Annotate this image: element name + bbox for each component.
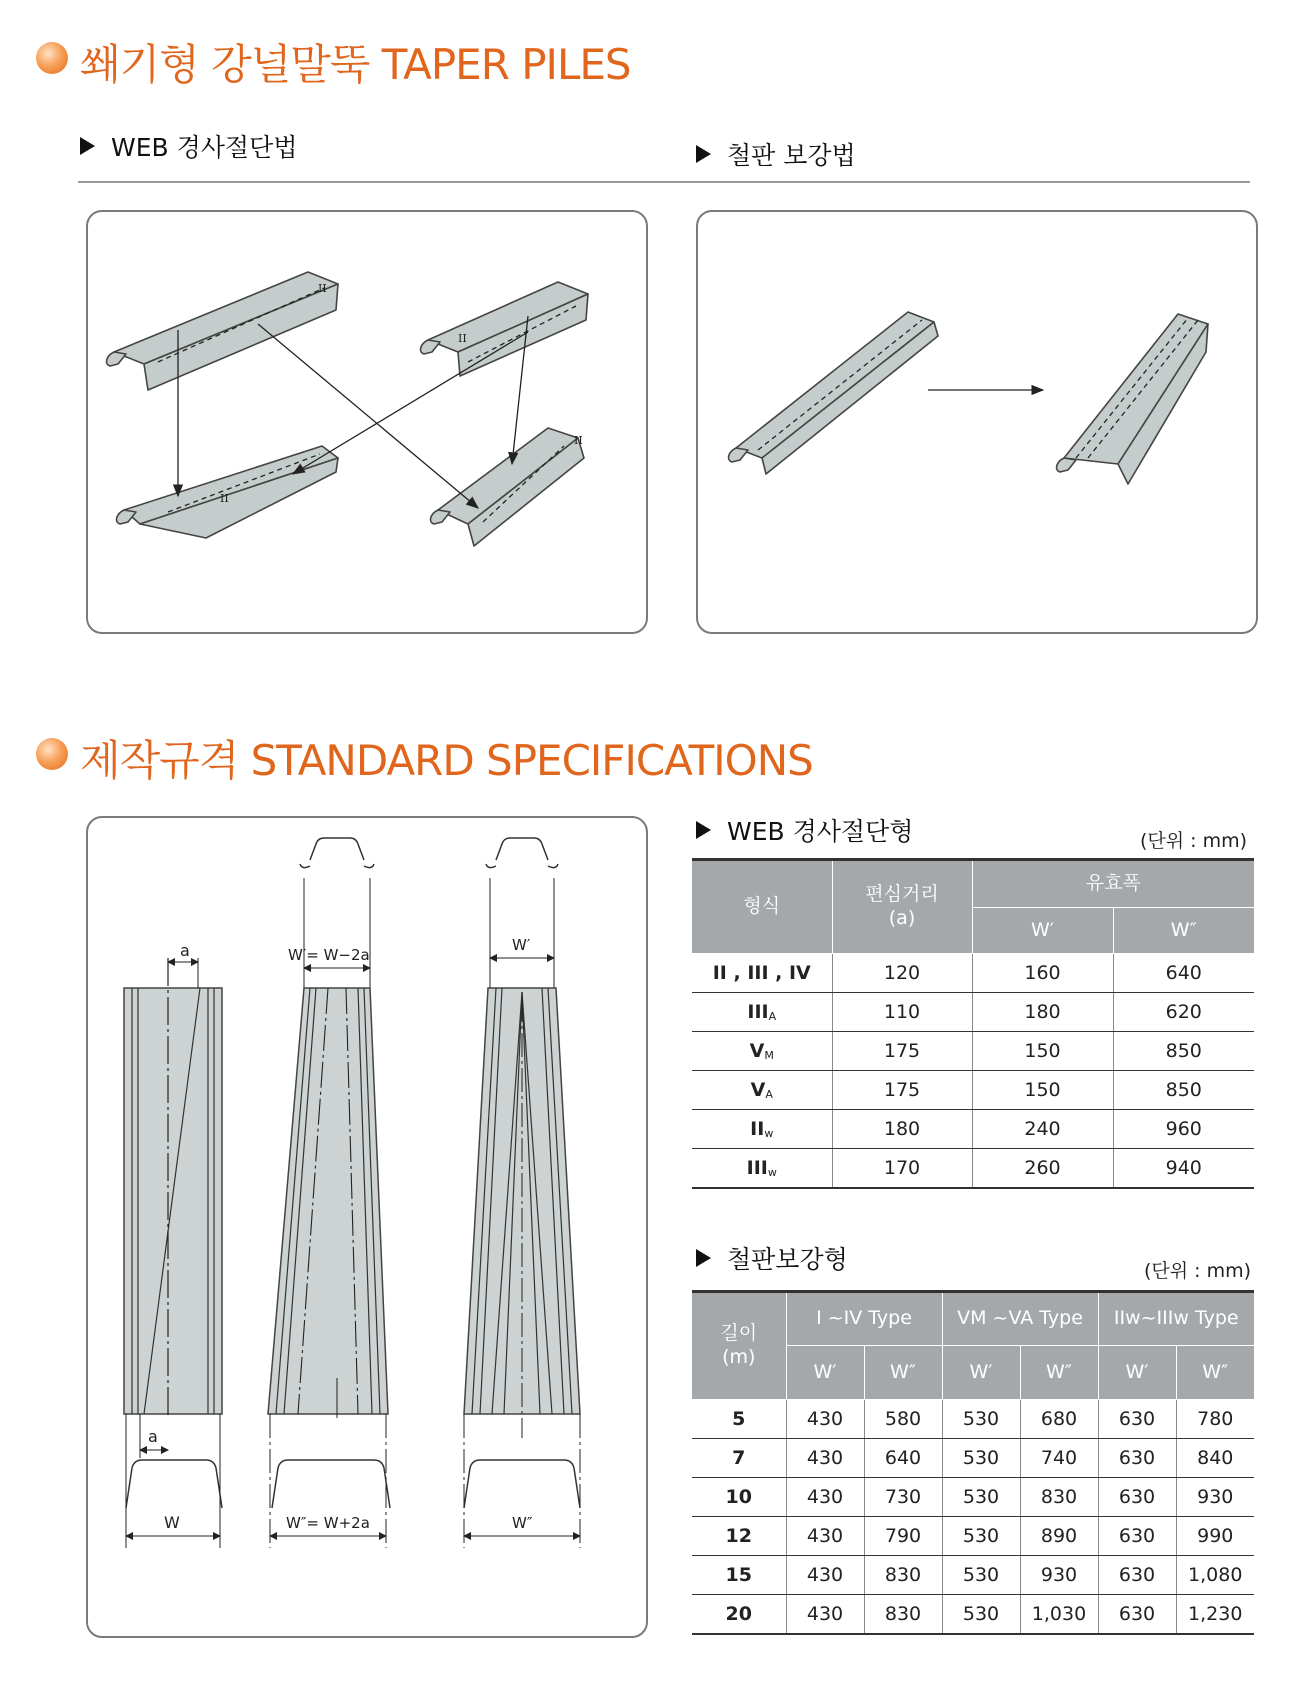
table-row: 10 430 730 530 830 630 930 bbox=[692, 1478, 1254, 1517]
section-title-taper-piles: 쐐기형 강널말뚝 TAPER PILES bbox=[80, 40, 631, 89]
unit-label: (단위 : mm) bbox=[1144, 1260, 1252, 1282]
bullet-ball-icon bbox=[36, 42, 68, 74]
table-row: $III_A$ 110 180 620 bbox=[692, 993, 1254, 1032]
taper-pile-drawings bbox=[88, 818, 650, 1640]
table-row: 20 430 830 530 1,030 630 1,230 bbox=[692, 1595, 1254, 1634]
triangle-icon bbox=[696, 821, 711, 839]
svg-text:II: II bbox=[458, 332, 467, 345]
table-row: $II_w$ 180 240 960 bbox=[692, 1110, 1254, 1149]
table-row: II , III , IV 120 160 640 bbox=[692, 954, 1254, 993]
header-w-double-prime: W″ bbox=[1113, 908, 1254, 954]
table-row: 7 430 640 530 740 630 840 bbox=[692, 1439, 1254, 1478]
table-row: 12 430 790 530 890 630 990 bbox=[692, 1517, 1254, 1556]
bullet-ball-icon bbox=[36, 738, 68, 770]
header-group-3: IIw~IIIw Type bbox=[1098, 1292, 1254, 1346]
web-cut-spec-table bbox=[692, 858, 1254, 1189]
divider bbox=[78, 181, 1250, 183]
triangle-icon bbox=[80, 137, 95, 155]
table-row: 15 430 830 530 930 630 1,080 bbox=[692, 1556, 1254, 1595]
header-group-2: VM ~VA Type bbox=[942, 1292, 1098, 1346]
unit-label: (단위 : mm) bbox=[1140, 830, 1248, 852]
triangle-icon bbox=[696, 1249, 711, 1267]
header-effective-width: 유효폭 bbox=[972, 860, 1254, 908]
svg-text:W′= W−2a: W′= W−2a bbox=[288, 946, 370, 964]
header-length: 길이 (m) bbox=[692, 1292, 786, 1400]
subheading-plate-method: 철판 보강법 bbox=[696, 136, 856, 172]
plate-method-diagram-panel bbox=[696, 210, 1258, 634]
specification-drawings-panel bbox=[86, 816, 648, 1638]
svg-text:W″: W″ bbox=[512, 1514, 533, 1532]
header-w-prime: W′ bbox=[972, 908, 1113, 954]
table-row: 5 430 580 530 680 630 780 bbox=[692, 1400, 1254, 1439]
table-row: $V_A$ 175 150 850 bbox=[692, 1071, 1254, 1110]
svg-text:W: W bbox=[164, 1513, 180, 1532]
subheading-plate-table: 철판보강형 bbox=[696, 1240, 848, 1276]
web-method-diagram bbox=[88, 212, 650, 636]
svg-text:II: II bbox=[574, 434, 583, 447]
svg-text:II: II bbox=[220, 492, 229, 505]
header-offset: 편심거리 (a) bbox=[832, 860, 972, 954]
subheading-web-method: WEB 경사절단법 bbox=[80, 128, 297, 164]
header-group-1: I ~IV Type bbox=[786, 1292, 942, 1346]
plate-method-diagram bbox=[698, 212, 1260, 636]
table-row: $V_M$ 175 150 850 bbox=[692, 1032, 1254, 1071]
web-method-diagram-panel bbox=[86, 210, 648, 634]
triangle-icon bbox=[696, 145, 711, 163]
svg-text:W″= W+2a: W″= W+2a bbox=[286, 1514, 370, 1532]
subheading-web-table: WEB 경사절단형 bbox=[696, 812, 913, 848]
plate-reinforced-spec-table: 길이 (m) I ~IV Type VM ~VA Type IIw~IIIw Type W′ W″ W′ W″ W′ W″ 5 430 580 530 680 630 780 7 430 640 530 740 630 840 10 430 730 530 830 630 930 12 430 790 530 890 630 990 15 430 830 530 930 630 1,080 20 430 830 530 1,030 630 1,230 bbox=[692, 1290, 1254, 1635]
svg-text:a: a bbox=[180, 941, 190, 960]
svg-text:II: II bbox=[318, 282, 327, 295]
table-row: $III_w$ 170 260 940 bbox=[692, 1149, 1254, 1188]
section-title-standard-specifications: 제작규격 STANDARD SPECIFICATIONS bbox=[80, 736, 813, 785]
svg-text:W′: W′ bbox=[512, 936, 531, 954]
header-type: 형식 bbox=[692, 860, 832, 954]
svg-text:a: a bbox=[148, 1427, 158, 1446]
